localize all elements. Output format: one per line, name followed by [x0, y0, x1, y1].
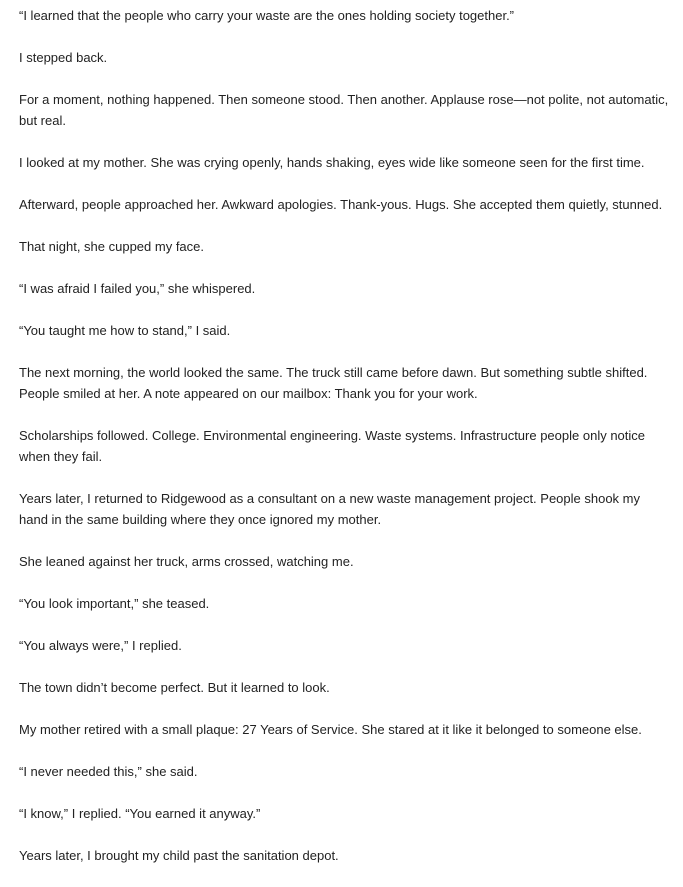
paragraph: Years later, I brought my child past the sanitation depot. — [19, 848, 339, 863]
paragraph: Scholarships followed. College. Environmental engineering. Waste systems. Infrastructure people only notice when they fail. — [19, 428, 646, 464]
paragraph: Years later, I returned to Ridgewood as a consultant on a new waste management project. People shook my hand in the same building where they once ignored my mother. — [19, 491, 640, 527]
paragraph: “You always were,” I replied. — [19, 638, 182, 653]
paragraph: The next morning, the world looked the same. The truck still came before dawn. But something subtle shifted. People smiled at her. A note appeared on our mailbox: Thank you for your work. — [19, 365, 648, 401]
paragraph: My mother retired with a small plaque: 27 Years of Service. She stared at it like it belonged to someone else. — [19, 722, 642, 737]
paragraph: I looked at my mother. She was crying openly, hands shaking, eyes wide like someone seen for the first time. — [19, 155, 645, 170]
paragraph: “I learned that the people who carry your waste are the ones holding society together.” — [19, 8, 515, 23]
paragraph: The town didn’t become perfect. But it learned to look. — [19, 680, 330, 695]
article-body — [19, 5, 671, 887]
paragraph: For a moment, nothing happened. Then someone stood. Then another. Applause rose—not polite, not automatic, but real. — [19, 92, 669, 128]
paragraph: That night, she cupped my face. — [19, 239, 204, 254]
paragraph: “I was afraid I failed you,” she whispered. — [19, 281, 256, 296]
paragraph: “I know,” I replied. “You earned it anyway.” — [19, 806, 261, 821]
paragraph: “You taught me how to stand,” I said. — [19, 323, 231, 338]
paragraph: She leaned against her truck, arms crossed, watching me. — [19, 554, 354, 569]
paragraph: “You look important,” she teased. — [19, 596, 210, 611]
paragraph: Afterward, people approached her. Awkward apologies. Thank-yous. Hugs. She accepted them quietly, stunned. — [19, 197, 663, 212]
paragraph: I stepped back. — [19, 50, 108, 65]
paragraph: “I never needed this,” she said. — [19, 764, 198, 779]
